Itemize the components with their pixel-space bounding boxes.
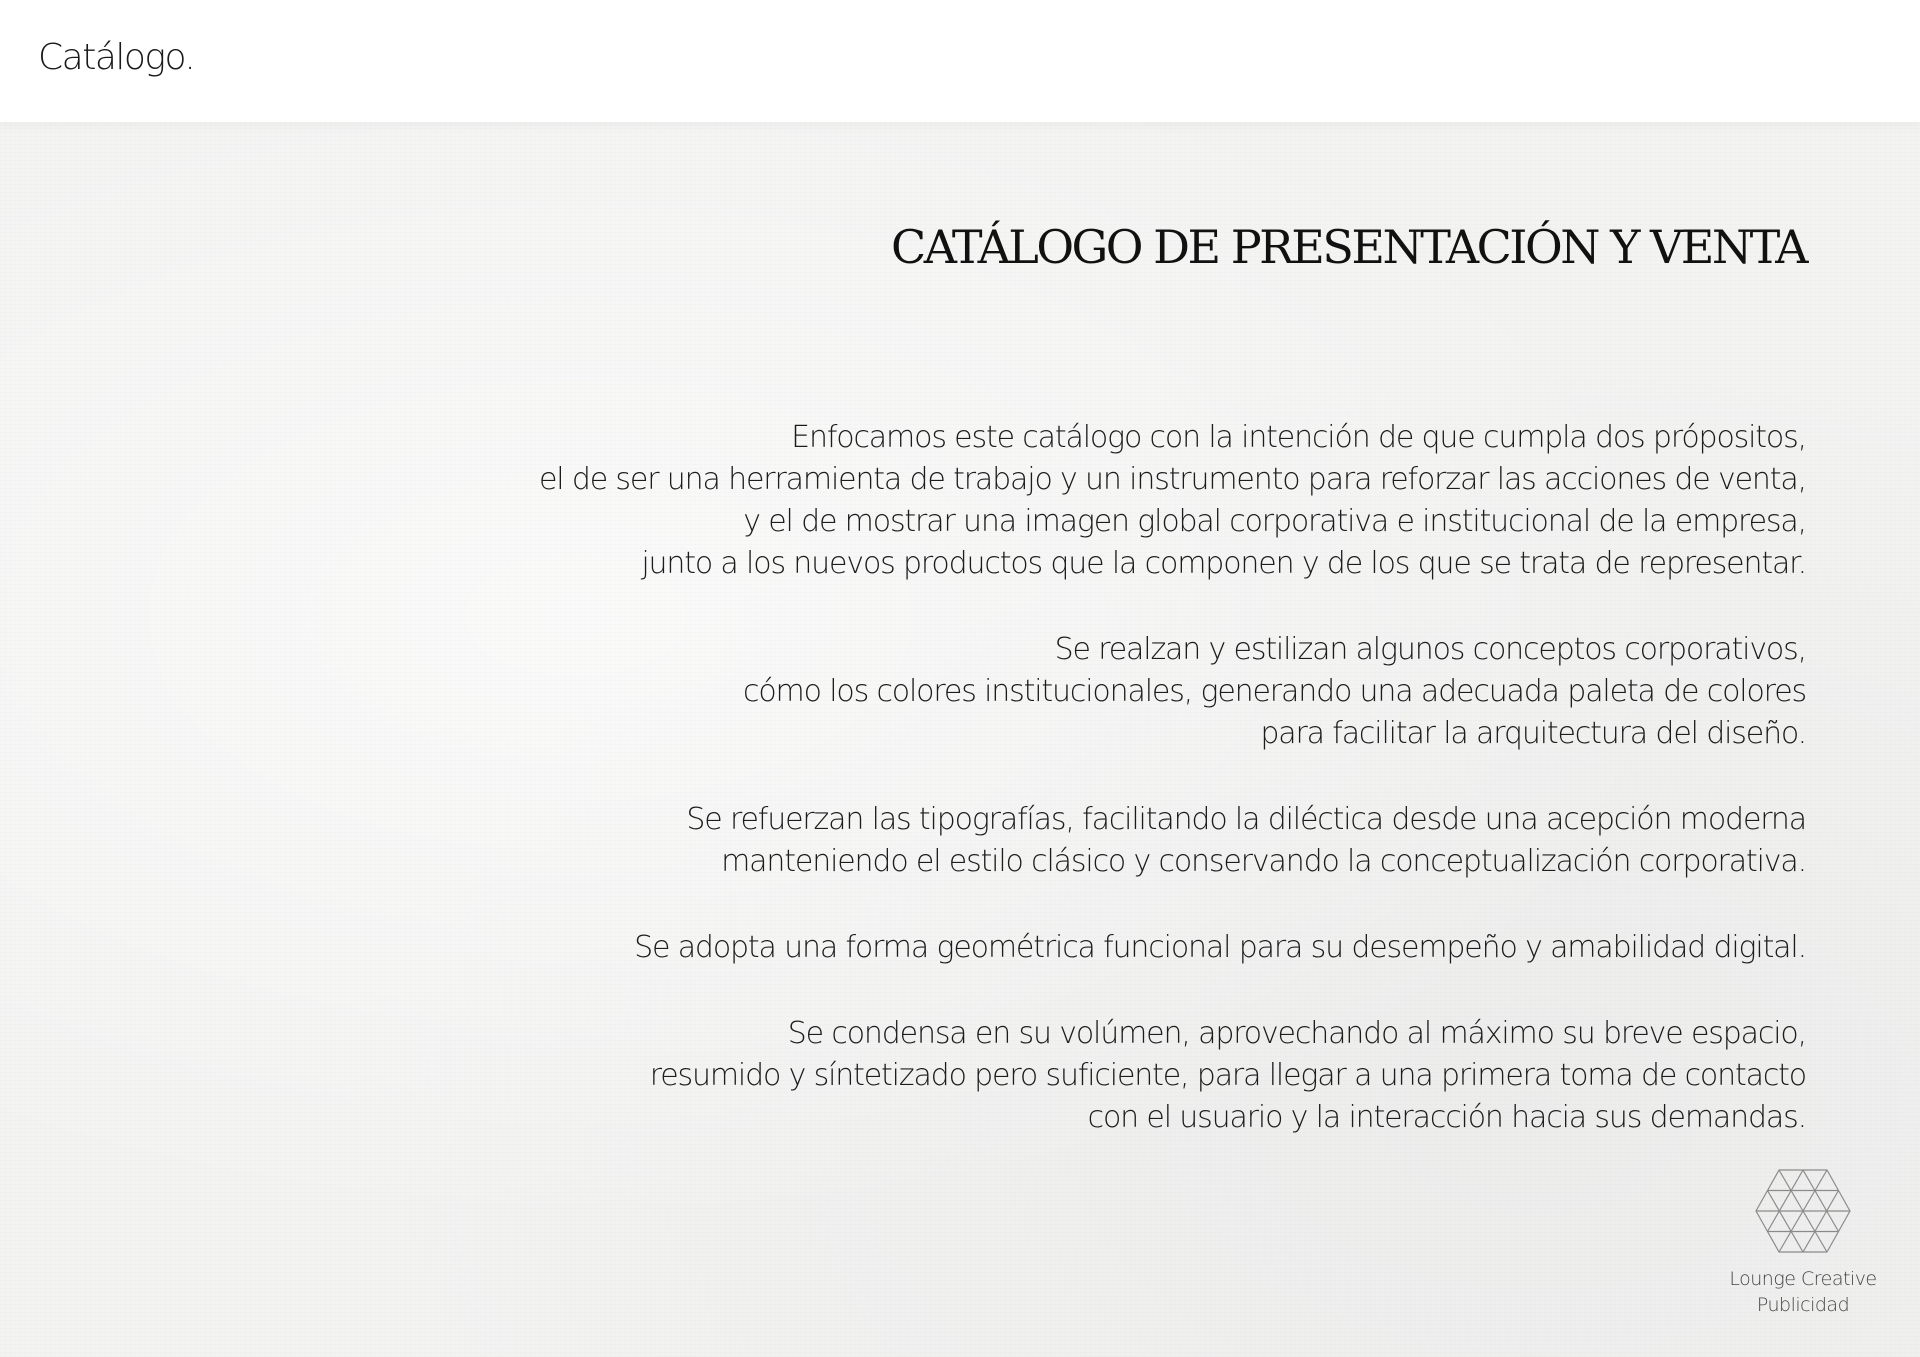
- paragraph-purposes: [306, 417, 1806, 585]
- paragraph-line: Enfocamos este catálogo con la intención de que cumpla dos própositos,: [791, 420, 1806, 455]
- top-header-bar: [0, 0, 1920, 122]
- paragraph-line: Se condensa en su volúmen, aprovechando al máximo su breve espacio,: [787, 1016, 1806, 1051]
- paragraph-volume: [306, 1013, 1806, 1139]
- logo-name-line-2: Publicidad: [1756, 1294, 1850, 1316]
- intro-text: [306, 417, 1806, 1139]
- hexagon-triangles-icon: [1755, 1168, 1851, 1254]
- paragraph-line: Se realzan y estilizan algunos conceptos corporativos,: [1054, 632, 1806, 667]
- paragraph-line: junto a los nuevos productos que la componen y de los que se trata de representar.: [641, 546, 1806, 581]
- paragraph-line: Se adopta una forma geométrica funcional para su desempeño y amabilidad digital.: [634, 930, 1806, 965]
- logo-name-line-1: Lounge Creative: [1729, 1268, 1877, 1290]
- brand-title: Catálogo.: [38, 37, 195, 78]
- paragraph-geometry: [306, 927, 1806, 969]
- paragraph-line: el de ser una herramienta de trabajo y un instrumento para reforzar las acciones de venta,: [538, 462, 1806, 497]
- paragraph-typography: [306, 799, 1806, 883]
- paragraph-colors: [306, 629, 1806, 755]
- page-title: CATÁLOGO DE PRESENTACIÓN Y VENTA: [891, 220, 1806, 274]
- paragraph-line: cómo los colores institucionales, generando una adecuada paleta de colores: [742, 674, 1806, 709]
- paragraph-line: Se refuerzan las tipografías, facilitando la diléctica desde una acepción moderna: [686, 802, 1806, 837]
- paragraph-line: para facilitar la arquitectura del diseño.: [1260, 716, 1806, 751]
- paragraph-line: y el de mostrar una imagen global corporativa e institucional de la empresa,: [743, 504, 1806, 539]
- paragraph-line: resumido y síntetizado pero suficiente, para llegar a una primera toma de contacto: [649, 1058, 1806, 1093]
- paragraph-line: con el usuario y la interacción hacia sus demandas.: [1087, 1100, 1806, 1135]
- catalog-intro: [306, 212, 1806, 1183]
- company-logo: [1718, 1168, 1888, 1318]
- paragraph-line: manteniendo el estilo clásico y conservando la conceptualización corporativa.: [721, 844, 1806, 879]
